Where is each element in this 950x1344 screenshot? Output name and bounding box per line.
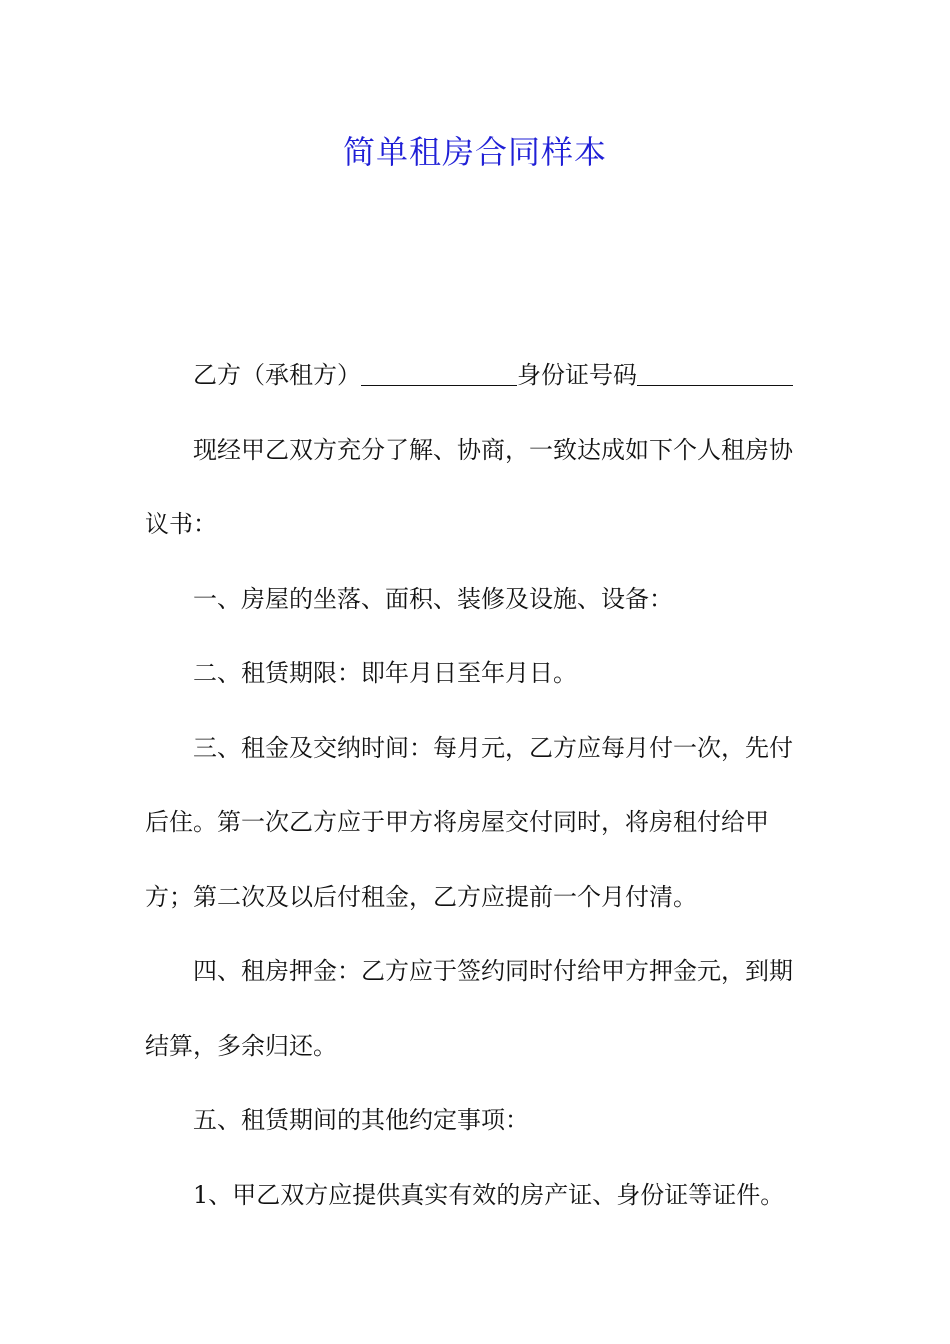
paragraph-intro: 现经甲乙双方充分了解、协商，一致达成如下个人租房协议书： [145,435,793,538]
document-title: 简单租房合同样本 [342,133,607,171]
clause-5-other: 五、租赁期间的其他约定事项： [193,1106,529,1134]
document-body [145,338,810,1232]
party-b-label: 乙方（承租方） [193,361,361,389]
clause-1-location: 一、房屋的坐落、面积、装修及设施、设备： [193,584,673,613]
id-number-blank [637,361,793,386]
id-number-label: 身份证号码 [517,361,637,389]
party-b-name-blank [361,361,517,386]
clause-3-rent: 三、租金及交纳时间：每月元，乙方应每月付一次，先付后住。第一次乙方应于甲方将房屋交付同时，将房租付给甲方；第二次及以后付租金，乙方应提前一个月付清。 [145,733,793,911]
clause-2-term: 二、租赁期限：即年月日至年月日。 [193,659,577,687]
clause-5-item-1: 1、甲乙双方应提供真实有效的房产证、身份证等证件。 [193,1180,785,1209]
party-b-line [145,338,810,413]
clause-4-deposit: 四、租房押金：乙方应于签约同时付给甲方押金元，到期结算，多余归还。 [145,957,793,1060]
